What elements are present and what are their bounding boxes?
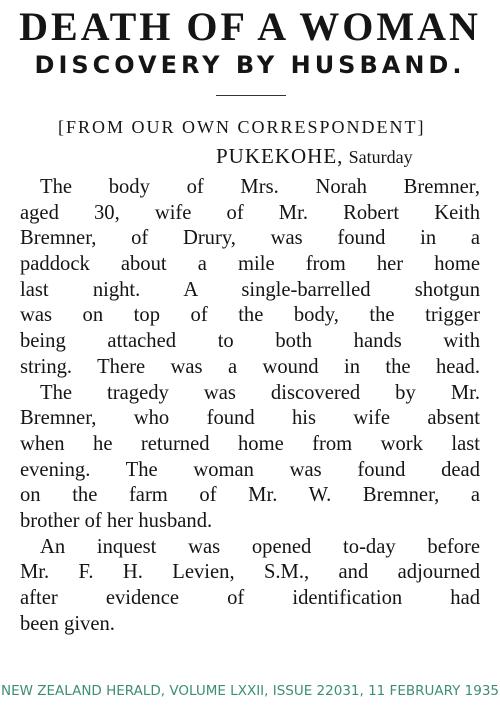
article-line: Bremner, of Drury, was found in a xyxy=(20,227,480,250)
article-line: been given. xyxy=(20,612,115,635)
article-headline: DEATH OF A WOMAN xyxy=(19,4,481,49)
article-line: Bremner, who found his wife absent xyxy=(20,407,480,430)
article-line: when he returned home from work last xyxy=(20,432,480,455)
article-dateline xyxy=(216,144,486,169)
dateline-day: Saturday xyxy=(348,147,413,167)
article-line: on the farm of Mr. W. Bremner, a xyxy=(20,484,480,507)
article-line: after evidence of identification had xyxy=(20,587,480,609)
dateline-place: PUKEKOHE, xyxy=(216,144,344,168)
article-line: An inquest was opened to-day before xyxy=(40,535,480,558)
article-line: The tragedy was discovered by Mr. xyxy=(40,381,480,404)
article-line: brother of her husband. xyxy=(20,509,213,532)
article-subheadline: DISCOVERY BY HUSBAND. xyxy=(34,51,466,79)
article-line: was on top of the body, the trigger xyxy=(20,304,480,327)
article-line: Mr. F. H. Levien, S.M., and adjourned xyxy=(20,561,480,584)
source-caption: NEW ZEALAND HERALD, VOLUME LXXII, ISSUE 22031, 11 FEBRUARY 1935 xyxy=(0,683,500,699)
article-line: last night. A single-barrelled shotgun xyxy=(20,278,480,301)
article-line: paddock about a mile from her home xyxy=(20,253,480,276)
article-byline: [FROM OUR OWN CORRESPONDENT] xyxy=(58,117,426,137)
article-line: evening. The woman was found dead xyxy=(20,458,480,481)
article-line: aged 30, wife of Mr. Robert Keith xyxy=(20,201,480,224)
article-line: being attached to both hands with xyxy=(20,330,480,353)
headline-divider xyxy=(216,95,286,96)
article-body xyxy=(20,175,480,637)
article-line: The body of Mrs. Norah Bremner, xyxy=(40,176,480,198)
article-line: string. There was a wound in the head. xyxy=(20,355,480,378)
